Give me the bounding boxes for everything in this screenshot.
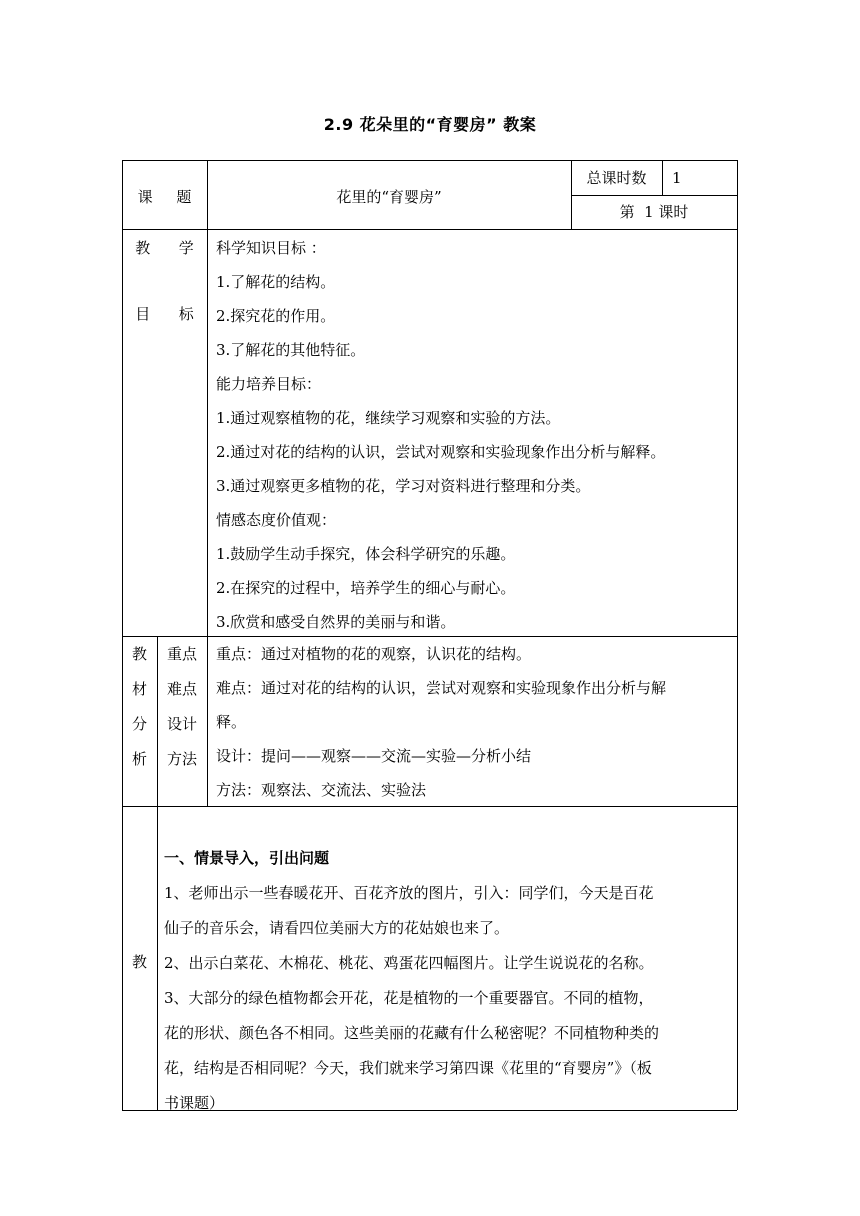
objective-line: 1.了解花的结构。 (216, 273, 336, 291)
document-title: 2.9 花朵里的“育婴房” 教案 (323, 115, 537, 134)
analysis-line: 方法：观察法、交流法、实验法 (216, 781, 427, 799)
analysis-outer-char: 教 (131, 645, 147, 663)
process-outer-label: 教 (131, 953, 147, 971)
objective-line: 3.通过观察更多植物的花，学习对资料进行整理和分类。 (216, 477, 591, 495)
process-line: 3、大部分的绿色植物都会开花，花是植物的一个重要器官。不同的植物， (164, 989, 654, 1007)
table-line (122, 229, 737, 230)
analysis-outer-char: 析 (131, 750, 147, 768)
analysis-outer-char: 材 (131, 680, 147, 698)
objective-line: 1.鼓励学生动手探究，体会科学研究的乐趣。 (216, 545, 516, 563)
process-line: 仙子的音乐会，请看四位美丽大方的花姑娘也来了。 (164, 919, 510, 937)
analysis-inner-label: 重点 (166, 645, 197, 663)
objective-line: 2.探究花的作用。 (216, 307, 336, 325)
objective-line: 能力培养目标： (216, 375, 322, 393)
analysis-outer-char: 分 (131, 715, 147, 733)
process-line: 2、出示白菜花、木棉花、桃花、鸡蛋花四幅图片。让学生说说花的名称。 (164, 954, 654, 972)
analysis-content (216, 637, 734, 807)
objective-line: 2.通过对花的结构的认识，尝试对观察和实验现象作出分析与解释。 (216, 443, 666, 461)
objective-line: 2.在探究的过程中，培养学生的细心与耐心。 (216, 579, 516, 597)
analysis-inner-label: 方法 (166, 750, 197, 768)
objectives-label-2: 目 标 (135, 305, 194, 323)
topic-value: 花里的“育婴房” (336, 188, 442, 206)
process-line: 1、老师出示一些春暖花开、百花齐放的图片，引入：同学们，今天是百花 (164, 884, 654, 902)
session-number: 第 1 课时 (619, 203, 689, 221)
analysis-inner-labels (157, 637, 207, 777)
table-line (662, 160, 663, 195)
objective-line: 情感态度价值观： (216, 511, 337, 529)
analysis-line: 设计：提问——观察——交流—实验—分析小结 (216, 747, 532, 765)
objective-line: 1.通过观察植物的花，继续学习观察和实验的方法。 (216, 409, 561, 427)
analysis-outer-label (122, 637, 157, 777)
process-line: 书课题） (164, 1094, 225, 1112)
analysis-line: 释。 (216, 713, 247, 731)
objective-line: 科学知识目标 ： (216, 239, 326, 257)
analysis-inner-label: 难点 (166, 680, 197, 698)
objectives-content (216, 231, 734, 639)
section-heading: 一、情景导入，引出问题 (164, 849, 330, 867)
process-content (164, 841, 736, 1121)
analysis-inner-label: 设计 (166, 715, 197, 733)
topic-label: 课 题 (137, 188, 192, 206)
process-line: 花的形状、颜色各不相同。这些美丽的花藏有什么秘密呢？不同植物种类的 (164, 1024, 660, 1042)
process-line: 花，结构是否相同呢？今天，我们就来学习第四课《花里的“育婴房”》（板 (164, 1059, 652, 1077)
table-line (207, 160, 208, 806)
objective-line: 3.欣赏和感受自然界的美丽与和谐。 (216, 613, 456, 631)
analysis-line: 难点：通过对花的结构的认识，尝试对观察和实验现象作出分析与解 (216, 679, 667, 697)
table-border-right (737, 160, 738, 1110)
total-hours-value: 1 (672, 169, 682, 187)
analysis-line: 重点：通过对植物的花的观察，认识花的结构。 (216, 645, 532, 663)
total-hours-label: 总课时数 (586, 169, 647, 187)
objective-line: 3.了解花的其他特征。 (216, 341, 366, 359)
objectives-label-1: 教 学 (135, 239, 194, 257)
